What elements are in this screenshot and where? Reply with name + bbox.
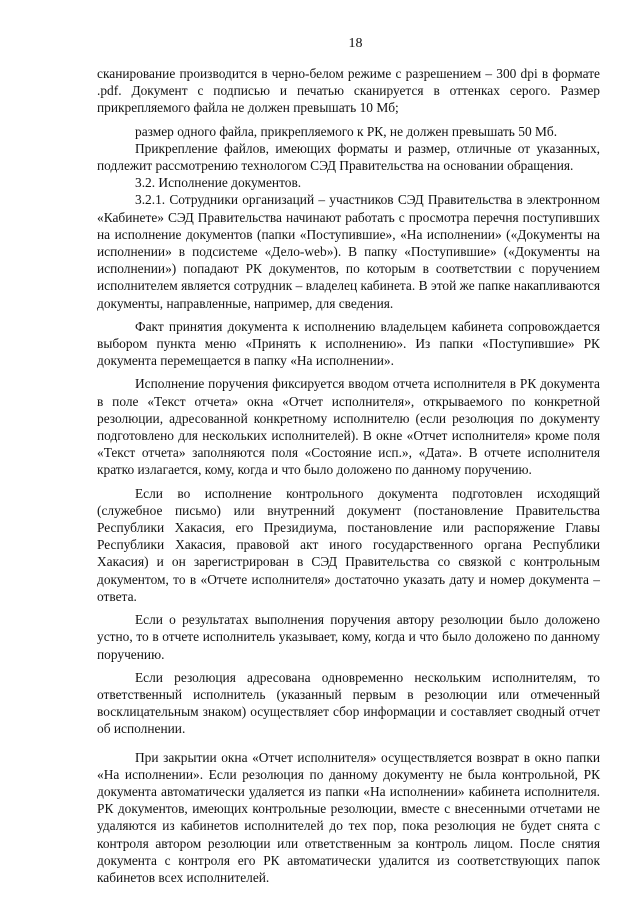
paragraph-file-size: размер одного файла, прикрепляемого к РК, не должен превышать 50 Мб. (135, 123, 558, 139)
page-number: 18 (348, 36, 363, 51)
paragraph-scan-requirements: сканирование производится в черно-белом режиме с разрешением – 300 dpi в формате .pdf. Документ с подписью и печатью сканируется в оттенках серого. Размер прикрепляемого файла не должен превышать 10 Мб; (97, 66, 600, 116)
paragraph-accept-execution: Факт принятия документа к исполнению владельцем кабинета сопровождается выбором пункта меню «Принять к исполнению». Из папки «Поступившие» РК документа перемещается в папку «На исполнении». (97, 318, 600, 369)
paragraph-attachment-exceptions: Прикрепление файлов, имеющих форматы и размер, отличные от указанных, подлежит рассмотрению технологом СЭД Правительства на основании обращения. (97, 140, 600, 174)
paragraph-multiple-executors: Если резолюция адресована одновременно нескольким исполнителям, то ответственный исполнитель (указанный первым в резолюции или отмеченный восклицательным знаком) осуществляет сбор информации и составляет сводный отчет об исполнении. (97, 669, 600, 737)
paragraph-closing-window: При закрытии окна «Отчет исполнителя» осуществляется возврат в окно папки «На исполнении». Если резолюция по данному документу не была контрольной, РК документа автоматически удаляется из папки «На исполнении» кабинета исполнителя. РК документов, имеющих контрольные резолюции, вместе с внесенными отчетами не удаляются из кабинетов исполнителей до тех пор, пока резолюция не будет снята с контроля автором резолюции или ответственным за контроль лицом. После снятия документа с контроля его РК автоматически удалится из соответствующих папок кабинетов всех исполнителей. (97, 749, 600, 885)
paragraph-control-document: Если во исполнение контрольного документа подготовлен исходящий (служебное письмо) или внутренний документ (постановление Правительства Республики Хакасия, его Президиума, постановление или распоряжение Главы Республики Хакасия, правовой акт иного государственного органа Республики Хакасия) и он зарегистрирован в СЭД Правительства со связкой с контрольным документом, то в «Отчете исполнителя» достаточно указать дату и номер документа – ответа. (97, 485, 600, 604)
paragraph-cabinet-folders: 3.2.1. Сотрудники организаций – участников СЭД Правительства в электронном «Кабинете» СЭД Правительства начинают работать с просмотра перечня поступивших на исполнение документов (папки «Поступившие», «На исполнении» («Документы на исполнении» в подсистеме «Дело-web»). В папку «Поступившие» («Документы на исполнении») попадают РК документов, по которым в соответствии с поручением исполнителем является сотрудник – владелец кабинета. В этой же папке накапливаются документы, направленные, например, для сведения. (97, 192, 600, 311)
section-heading-execution: 3.2. Исполнение документов. (135, 175, 302, 191)
paragraph-oral-report: Если о результатах выполнения поручения автору резолюции было доложено устно, то в отчете исполнитель указывает, кому, когда и что было доложено по данному поручению. (97, 612, 600, 662)
paragraph-executor-report: Исполнение поручения фиксируется вводом отчета исполнителя в РК документа в поле «Текст отчета» окна «Отчет исполнителя», открываемого по конкретной резолюции, адресованной конкретному исполнителю (если резолюция по документу подготовлено для нескольких исполнителей). В окне «Отчет исполнителя» кроме поля «Текст отчета» заполняются поля «Состояние исп.», «Дата». В отчете исполнителя кратко излагается, кому, когда и что было доложено по данному поручению. (97, 376, 600, 478)
